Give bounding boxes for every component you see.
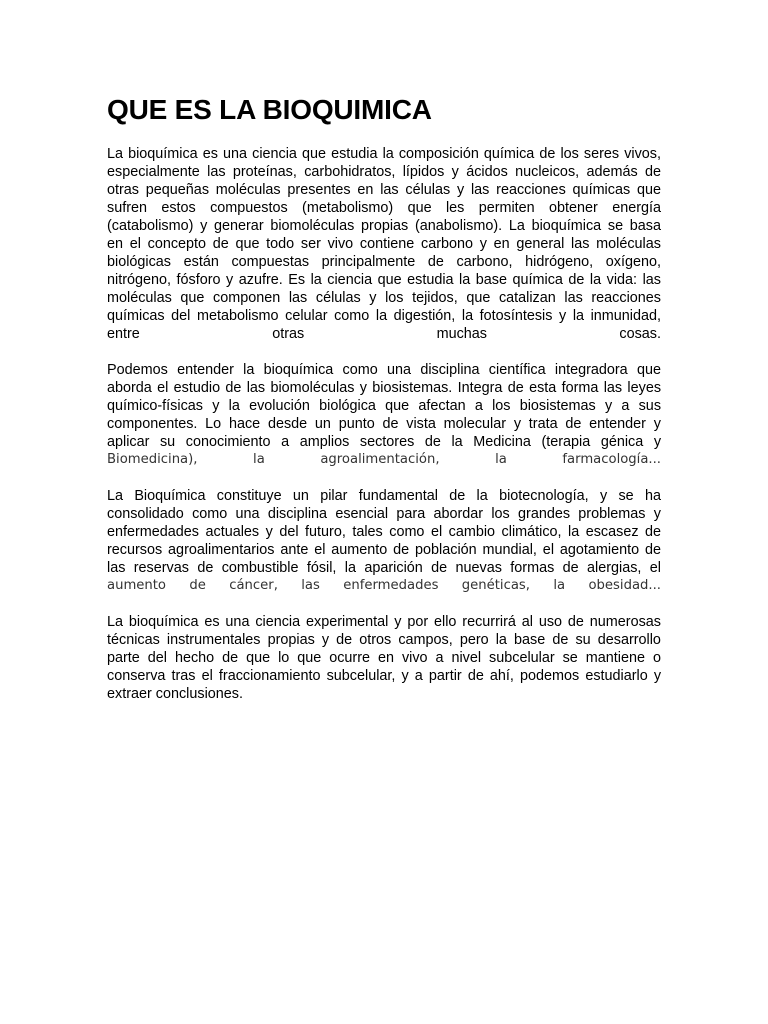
paragraph-line: químicas del metabolismo celular como la digestión, la fotosíntesis y la inmunidad, — [107, 308, 662, 324]
paragraph-4 — [107, 613, 661, 703]
paragraph-line: especialmente las proteínas, carbohidratos, lípidos y ácidos nucleicos, además de — [107, 164, 662, 180]
paragraph-line: consolidado como una disciplina esencial para abordar los grandes problemas y — [107, 506, 661, 522]
paragraph-line: entre otras muchas cosas. — [107, 326, 661, 342]
paragraph-line: nitrógeno, fósforo y azufre. Es la ciencia que estudia la base química de la vida: las — [107, 272, 661, 288]
paragraph-line: Podemos entender la bioquímica como una disciplina científica integradora que — [107, 362, 661, 378]
paragraph-line: componentes. Lo hace desde un punto de vista molecular y trata de entender y — [107, 416, 661, 432]
paragraph-line: otras pequeñas moléculas presentes en las células y las reacciones químicas que — [107, 182, 661, 198]
paragraph-line: técnicas instrumentales propias y de otros campos, pero la base de su desarrollo — [107, 632, 661, 648]
paragraph-line: La Bioquímica constituye un pilar fundamental de la biotecnología, y se ha — [107, 488, 662, 504]
paragraph-line: parte del hecho de que lo que ocurre en vivo a nivel subcelular se mantiene o — [107, 650, 661, 666]
paragraph-line: químico-físicas y la evolución biológica que afectan a los biosistemas y a sus — [107, 398, 662, 414]
paragraph-line: en el concepto de que todo ser vivo contiene carbono y en general las moléculas — [107, 236, 661, 252]
paragraph-line: biológicas están compuestas principalmente de carbono, hidrógeno, oxígeno, — [107, 254, 662, 270]
paragraph-line: Biomedicina), la agroalimentación, la farmacología... — [107, 452, 661, 467]
paragraph-2 — [107, 361, 661, 469]
paragraph-line: extraer conclusiones. — [107, 686, 243, 702]
paragraph-line: moléculas que componen las células y los tejidos, que catalizan las reacciones — [107, 290, 661, 306]
paragraph-line: aumento de cáncer, las enfermedades genéticas, la obesidad... — [107, 578, 661, 593]
document-page — [107, 93, 661, 721]
paragraph-line: sufren estos compuestos (metabolismo) que les permiten obtener energía — [107, 200, 662, 216]
paragraph-line: (catabolismo) y generar biomoléculas propias (anabolismo). La bioquímica se basa — [107, 218, 662, 234]
paragraph-3 — [107, 487, 661, 595]
paragraph-line: recursos agroalimentarios ante el aumento de población mundial, el agotamiento de — [107, 542, 661, 558]
document-title: QUE ES LA BIOQUIMICA — [107, 94, 432, 125]
paragraph-line: enfermedades actuales y del futuro, tales como el cambio climático, la escasez de — [107, 524, 662, 540]
paragraph-line: La bioquímica es una ciencia experimental y por ello recurrirá al uso de numerosas — [107, 614, 661, 630]
paragraph-1 — [107, 145, 661, 343]
paragraph-line: aplicar su conocimiento a amplios sectores de la Medicina (terapia génica y — [107, 434, 662, 450]
paragraph-line: las reservas de combustible fósil, la aparición de nuevas formas de alergias, el — [107, 560, 661, 576]
paragraph-line: conserva tras el fraccionamiento subcelular, y a partir de ahí, podemos estudiarlo y — [107, 668, 662, 684]
paragraph-line: aborda el estudio de las biomoléculas y biosistemas. Integra de esta forma las leyes — [107, 380, 662, 396]
paragraph-line: La bioquímica es una ciencia que estudia la composición química de los seres vivos, — [107, 146, 661, 162]
